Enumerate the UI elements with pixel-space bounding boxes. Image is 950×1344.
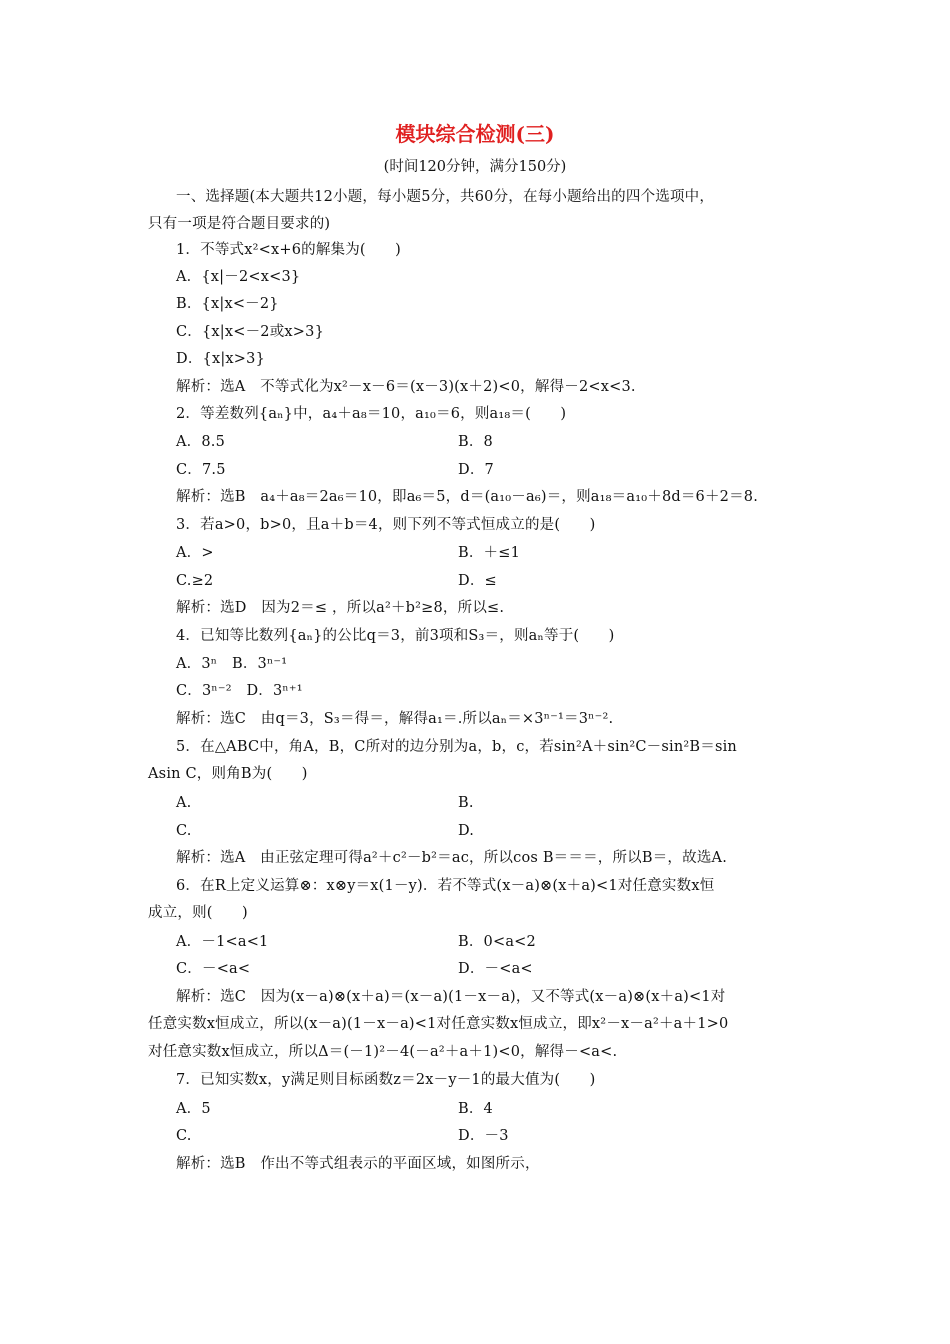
question-stem: 2．等差数列{aₙ}中，a₄＋a₈＝10，a₁₀＝6，则a₁₈＝( ) — [176, 406, 567, 422]
intro-line: 一、选择题(本大题共12小题，每小题5分，共60分，在每小题给出的四个选项中， — [176, 189, 715, 205]
page-title: 模块综合检测(三) — [395, 122, 555, 146]
option: C．3ⁿ⁻² D．3ⁿ⁺¹ — [176, 683, 303, 699]
answer-explanation: 解析：选B 作出不等式组表示的平面区域，如图所示， — [176, 1156, 540, 1172]
question-stem: 1．不等式x²<x+6的解集为( ) — [176, 242, 402, 258]
option: D．－<a< — [458, 961, 533, 977]
question-stem: 5．在△ABC中，角A，B，C所对的边分别为a，b，c，若sin²A＋sin²C－sin²B＝sin — [176, 739, 737, 755]
option: B．0<a<2 — [458, 934, 536, 950]
question-stem: Asin C，则角B为( ) — [148, 766, 308, 782]
option: B．{x|x<－2} — [176, 296, 279, 312]
option: B．＋≤1 — [458, 545, 521, 561]
option: D．≤ — [458, 573, 497, 589]
answer-explanation: 解析：选B a₄＋a₈＝2a₆＝10，即a₆＝5，d＝(a₁₀－a₆)＝，则a₁₈＝a₁₀＋8d＝6＋2＝8. — [176, 489, 759, 505]
answer-explanation: 解析：选A 不等式化为x²－x－6＝(x－3)(x＋2)<0，解得－2<x<3. — [176, 379, 636, 395]
option: A．5 — [176, 1101, 211, 1117]
question-stem: 4．已知等比数列{aₙ}的公比q＝3，前3项和S₃＝，则aₙ等于( ) — [176, 628, 615, 644]
option: C．{x|x<－2或x>3} — [176, 324, 325, 340]
answer-explanation: 对任意实数x恒成立，所以Δ＝(－1)²－4(－a²＋a＋1)<0，解得－<a<. — [148, 1044, 618, 1060]
option: C．7.5 — [176, 462, 226, 478]
option: B．8 — [458, 434, 493, 450]
option: B. — [458, 795, 474, 811]
question-stem: 7．已知实数x，y满足则目标函数z＝2x－y－1的最大值为( ) — [176, 1072, 596, 1088]
answer-explanation: 解析：选C 由q＝3，S₃＝得＝，解得a₁＝.所以aₙ＝×3ⁿ⁻¹＝3ⁿ⁻². — [176, 711, 614, 727]
option: A．3ⁿ B．3ⁿ⁻¹ — [176, 656, 288, 672]
intro-line: 只有一项是符合题目要求的) — [148, 216, 331, 232]
option: D．{x|x>3} — [176, 351, 265, 367]
question-stem: 3．若a>0，b>0，且a＋b＝4，则下列不等式恒成立的是( ) — [176, 517, 596, 533]
answer-explanation: 解析：选D 因为2＝≤ ，所以a²＋b²≥8，所以≤. — [176, 600, 505, 616]
option: D．－3 — [458, 1128, 509, 1144]
option: A. — [176, 795, 192, 811]
answer-explanation: 任意实数x恒成立，所以(x－a)(1－x－a)<1对任意实数x恒成立，即x²－x－a²＋a＋1>0 — [148, 1016, 729, 1032]
answer-explanation: 解析：选A 由正弦定理可得a²＋c²－b²＝ac，所以cos B＝＝＝，所以B＝，故选A. — [176, 850, 728, 866]
option: A．> — [176, 545, 214, 561]
question-stem: 6．在R上定义运算⊗：x⊗y＝x(1－y)．若不等式(x－a)⊗(x＋a)<1对任意实数x恒 — [176, 878, 715, 894]
option: C.≥2 — [176, 573, 214, 589]
option: A．{x|－2<x<3} — [176, 269, 301, 285]
option: D．7 — [458, 462, 494, 478]
option: C. — [176, 823, 192, 839]
option: B．4 — [458, 1101, 493, 1117]
option: D. — [458, 823, 475, 839]
page-subtitle: (时间120分钟，满分150分) — [383, 159, 567, 175]
option: C. — [176, 1128, 192, 1144]
question-stem: 成立，则( ) — [148, 905, 248, 921]
option: C．－<a< — [176, 961, 251, 977]
option: A．8.5 — [176, 434, 226, 450]
option: A．－1<a<1 — [176, 934, 269, 950]
answer-explanation: 解析：选C 因为(x－a)⊗(x＋a)＝(x－a)(1－x－a)，又不等式(x－a)⊗(x＋a)<1对 — [176, 989, 726, 1005]
